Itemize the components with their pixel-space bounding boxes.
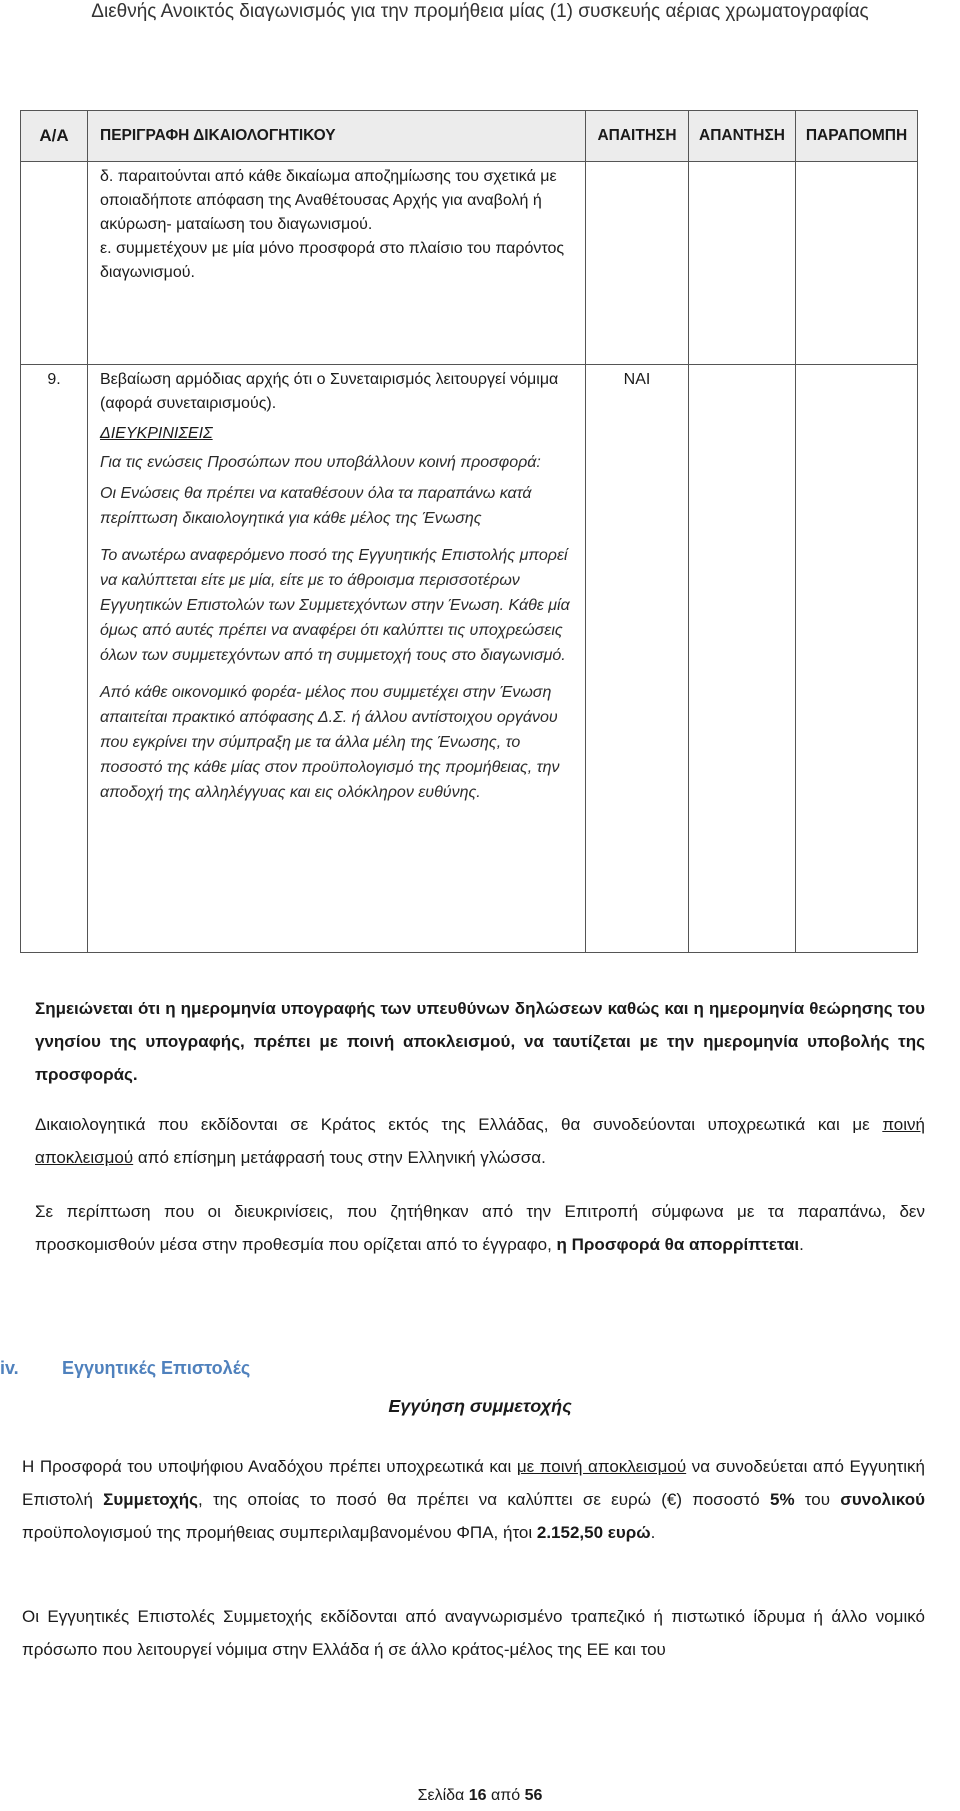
section-roman: iv. bbox=[0, 1358, 19, 1378]
running-header: Διεθνής Ανοικτός διαγωνισμός για την προμήθεια μίας (1) συσκευής αέριας χρωματογραφίας bbox=[91, 1, 869, 22]
bold-note: Σημειώνεται ότι η ημερομηνία υπογραφής των υπευθύνων δηλώσεων καθώς και η ημερομηνία θεώρησης του γνησίου της υπογραφής, πρέπει με ποινή αποκλεισμού, να ταυτίζεται με την ημερομηνία υποβολής της προσφοράς. bbox=[35, 999, 925, 1084]
p1-underline: με ποινή αποκλεισμού bbox=[516, 1457, 687, 1476]
clar-p3: Το ανωτέρω αναφερόμενο ποσό της Εγγυητικής Επιστολής μπορεί να καλύπτεται είτε με μία, είτε με το άθροισμα περισσοτέρων Εγγυητικών Επιστολών των Συμμετεχόντων στην Ένωση. Κάθε μία όμως από αυτές πρέπει να αναφέρει ότι καλύπτει τις υποχρεώσεις όλων των συμμετεχόντων από τη συμμετοχή τους στο διαγωνισμό. bbox=[100, 547, 570, 664]
rejection-c: . bbox=[799, 1235, 804, 1254]
row9-reference-empty bbox=[796, 365, 918, 953]
requirements-table bbox=[20, 110, 918, 953]
row9-text: Βεβαίωση αρμόδιας αρχής ότι ο Συνεταιρισμός λειτουργεί νόμιμα (αφορά συνεταιρισμούς). bbox=[100, 371, 559, 412]
cell-answer-empty bbox=[689, 162, 796, 365]
footer-page-number: 16 bbox=[468, 1787, 487, 1804]
table-row-continued bbox=[21, 162, 918, 365]
foreign-docs-b: από επίσημη μετάφρασή τους στην Ελληνική γλώσσα. bbox=[133, 1148, 546, 1167]
guarantee-paragraph-2: Οι Εγγυητικές Επιστολές Συμμετοχής εκδίδονται από αναγνωρισμένο τραπεζικό ή πιστωτικό ίδρυμα ή άλλο νομικό πρόσωπο που λειτουργεί νόμιμα στην Ελλάδα ή σε άλλο κράτος-μέλος της ΕΕ και του bbox=[22, 1607, 925, 1659]
rejection-bold: η Προσφορά θα απορρίπτεται bbox=[556, 1235, 800, 1254]
item-e: ε. συμμετέχουν με μία μόνο προσφορά στο πλαίσιο του παρόντος διαγωνισμού. bbox=[100, 240, 565, 281]
foreign-docs-a: Δικαιολογητικά που εκδίδονται σε Κράτος εκτός της Ελλάδας, θα συνοδεύονται υποχρεωτικά και με bbox=[35, 1115, 883, 1134]
row9-description bbox=[88, 365, 586, 953]
table-header-row bbox=[21, 111, 918, 162]
cell-number-empty bbox=[21, 162, 88, 365]
foreign-docs-paragraph bbox=[35, 1108, 925, 1174]
foreign-docs-underline: ποινή αποκλεισμού bbox=[35, 1115, 925, 1167]
item-d: δ. παραιτούνται από κάθε δικαίωμα αποζημίωσης του σχετικά με οποιαδήποτε απόφαση της Αναθέτουσας Αρχής για αναβολή ή ακύρωση- ματαίωση του διαγωνισμού. bbox=[100, 168, 557, 233]
footer-page-word: Σελίδα bbox=[417, 1787, 465, 1804]
cell-requirement-empty bbox=[586, 162, 689, 365]
cell-description-continued bbox=[88, 162, 586, 365]
row9-requirement: ΝΑΙ bbox=[586, 365, 689, 953]
p1-a: Η Προσφορά του υποψήφιου Αναδόχου πρέπει υποχρεωτικά και bbox=[22, 1457, 517, 1476]
header-answer: ΑΠΑΝΤΗΣΗ bbox=[689, 111, 796, 162]
cell-reference-empty bbox=[796, 162, 918, 365]
table-row-9 bbox=[21, 365, 918, 953]
guarantee-paragraph-1 bbox=[22, 1450, 925, 1549]
clarifications-title: ΔΙΕΥΚΡΙΝΙΣΕΙΣ bbox=[100, 425, 213, 442]
clar-p1: Για τις ενώσεις Προσώπων που υποβάλλουν κοινή προσφορά: bbox=[100, 454, 541, 471]
p1-bold-amount: 2.152,50 ευρώ bbox=[536, 1523, 651, 1542]
p1-b: να συνοδεύεται από Εγγυητική Επιστολή bbox=[22, 1457, 926, 1509]
rejection-paragraph bbox=[35, 1195, 925, 1261]
header-requirement: ΑΠΑΙΤΗΣΗ bbox=[586, 111, 689, 162]
header-reference: ΠΑΡΑΠΟΜΠΗ bbox=[796, 111, 918, 162]
header-description: ΠΕΡΙΓΡΑΦΗ ΔΙΚΑΙΟΛΟΓΗΤΙΚΟΥ bbox=[88, 111, 586, 162]
section-heading bbox=[0, 1358, 250, 1379]
section-title: Εγγυητικές Επιστολές bbox=[62, 1358, 251, 1378]
header-aa: Α/Α bbox=[21, 111, 88, 162]
row9-number: 9. bbox=[21, 365, 88, 953]
p1-d: του bbox=[794, 1490, 841, 1509]
p1-e: προϋπολογισμού της προμήθειας συμπεριλαμβανομένου ΦΠΑ, ήτοι bbox=[22, 1523, 537, 1542]
page-footer bbox=[0, 1787, 960, 1805]
footer-total-pages: 56 bbox=[524, 1787, 543, 1804]
p1-c: , της οποίας το ποσό θα πρέπει να καλύπτει σε ευρώ (€) ποσοστό bbox=[198, 1490, 770, 1509]
p1-bold-participation: Συμμετοχής bbox=[103, 1490, 198, 1509]
footer-of-word: από bbox=[491, 1787, 521, 1804]
p1-bold-percent: 5% bbox=[770, 1490, 795, 1509]
clar-p2: Οι Ενώσεις θα πρέπει να καταθέσουν όλα τα παραπάνω κατά περίπτωση δικαιολογητικά για κάθε μέλος της Ένωσης bbox=[100, 485, 532, 527]
p1-bold-total: συνολικού bbox=[840, 1490, 925, 1509]
clar-p4: Από κάθε οικονομικό φορέα- μέλος που συμμετέχει στην Ένωση απαιτείται πρακτικό απόφασης Δ.Σ. ή άλλου αντίστοιχου οργάνου που εγκρίνει την σύμπραξη με τα άλλα μέλη της Ένωσης, το ποσοστό της κάθε μίας στον προϋπολογισμό της προμήθειας, την αποδοχή της αλληλέγγυας και εις ολόκληρον ευθύνης. bbox=[100, 684, 560, 801]
subsection-title: Εγγύηση συμμετοχής bbox=[388, 1396, 572, 1416]
p1-f: . bbox=[650, 1523, 656, 1542]
rejection-a: Σε περίπτωση που οι διευκρινίσεις, που ζητήθηκαν από την Επιτροπή σύμφωνα με τα παραπάνω, δεν προσκομισθούν μέσα στην προθεσμία που ορίζεται από το έγγραφο, bbox=[35, 1202, 925, 1254]
row9-answer-empty bbox=[689, 365, 796, 953]
